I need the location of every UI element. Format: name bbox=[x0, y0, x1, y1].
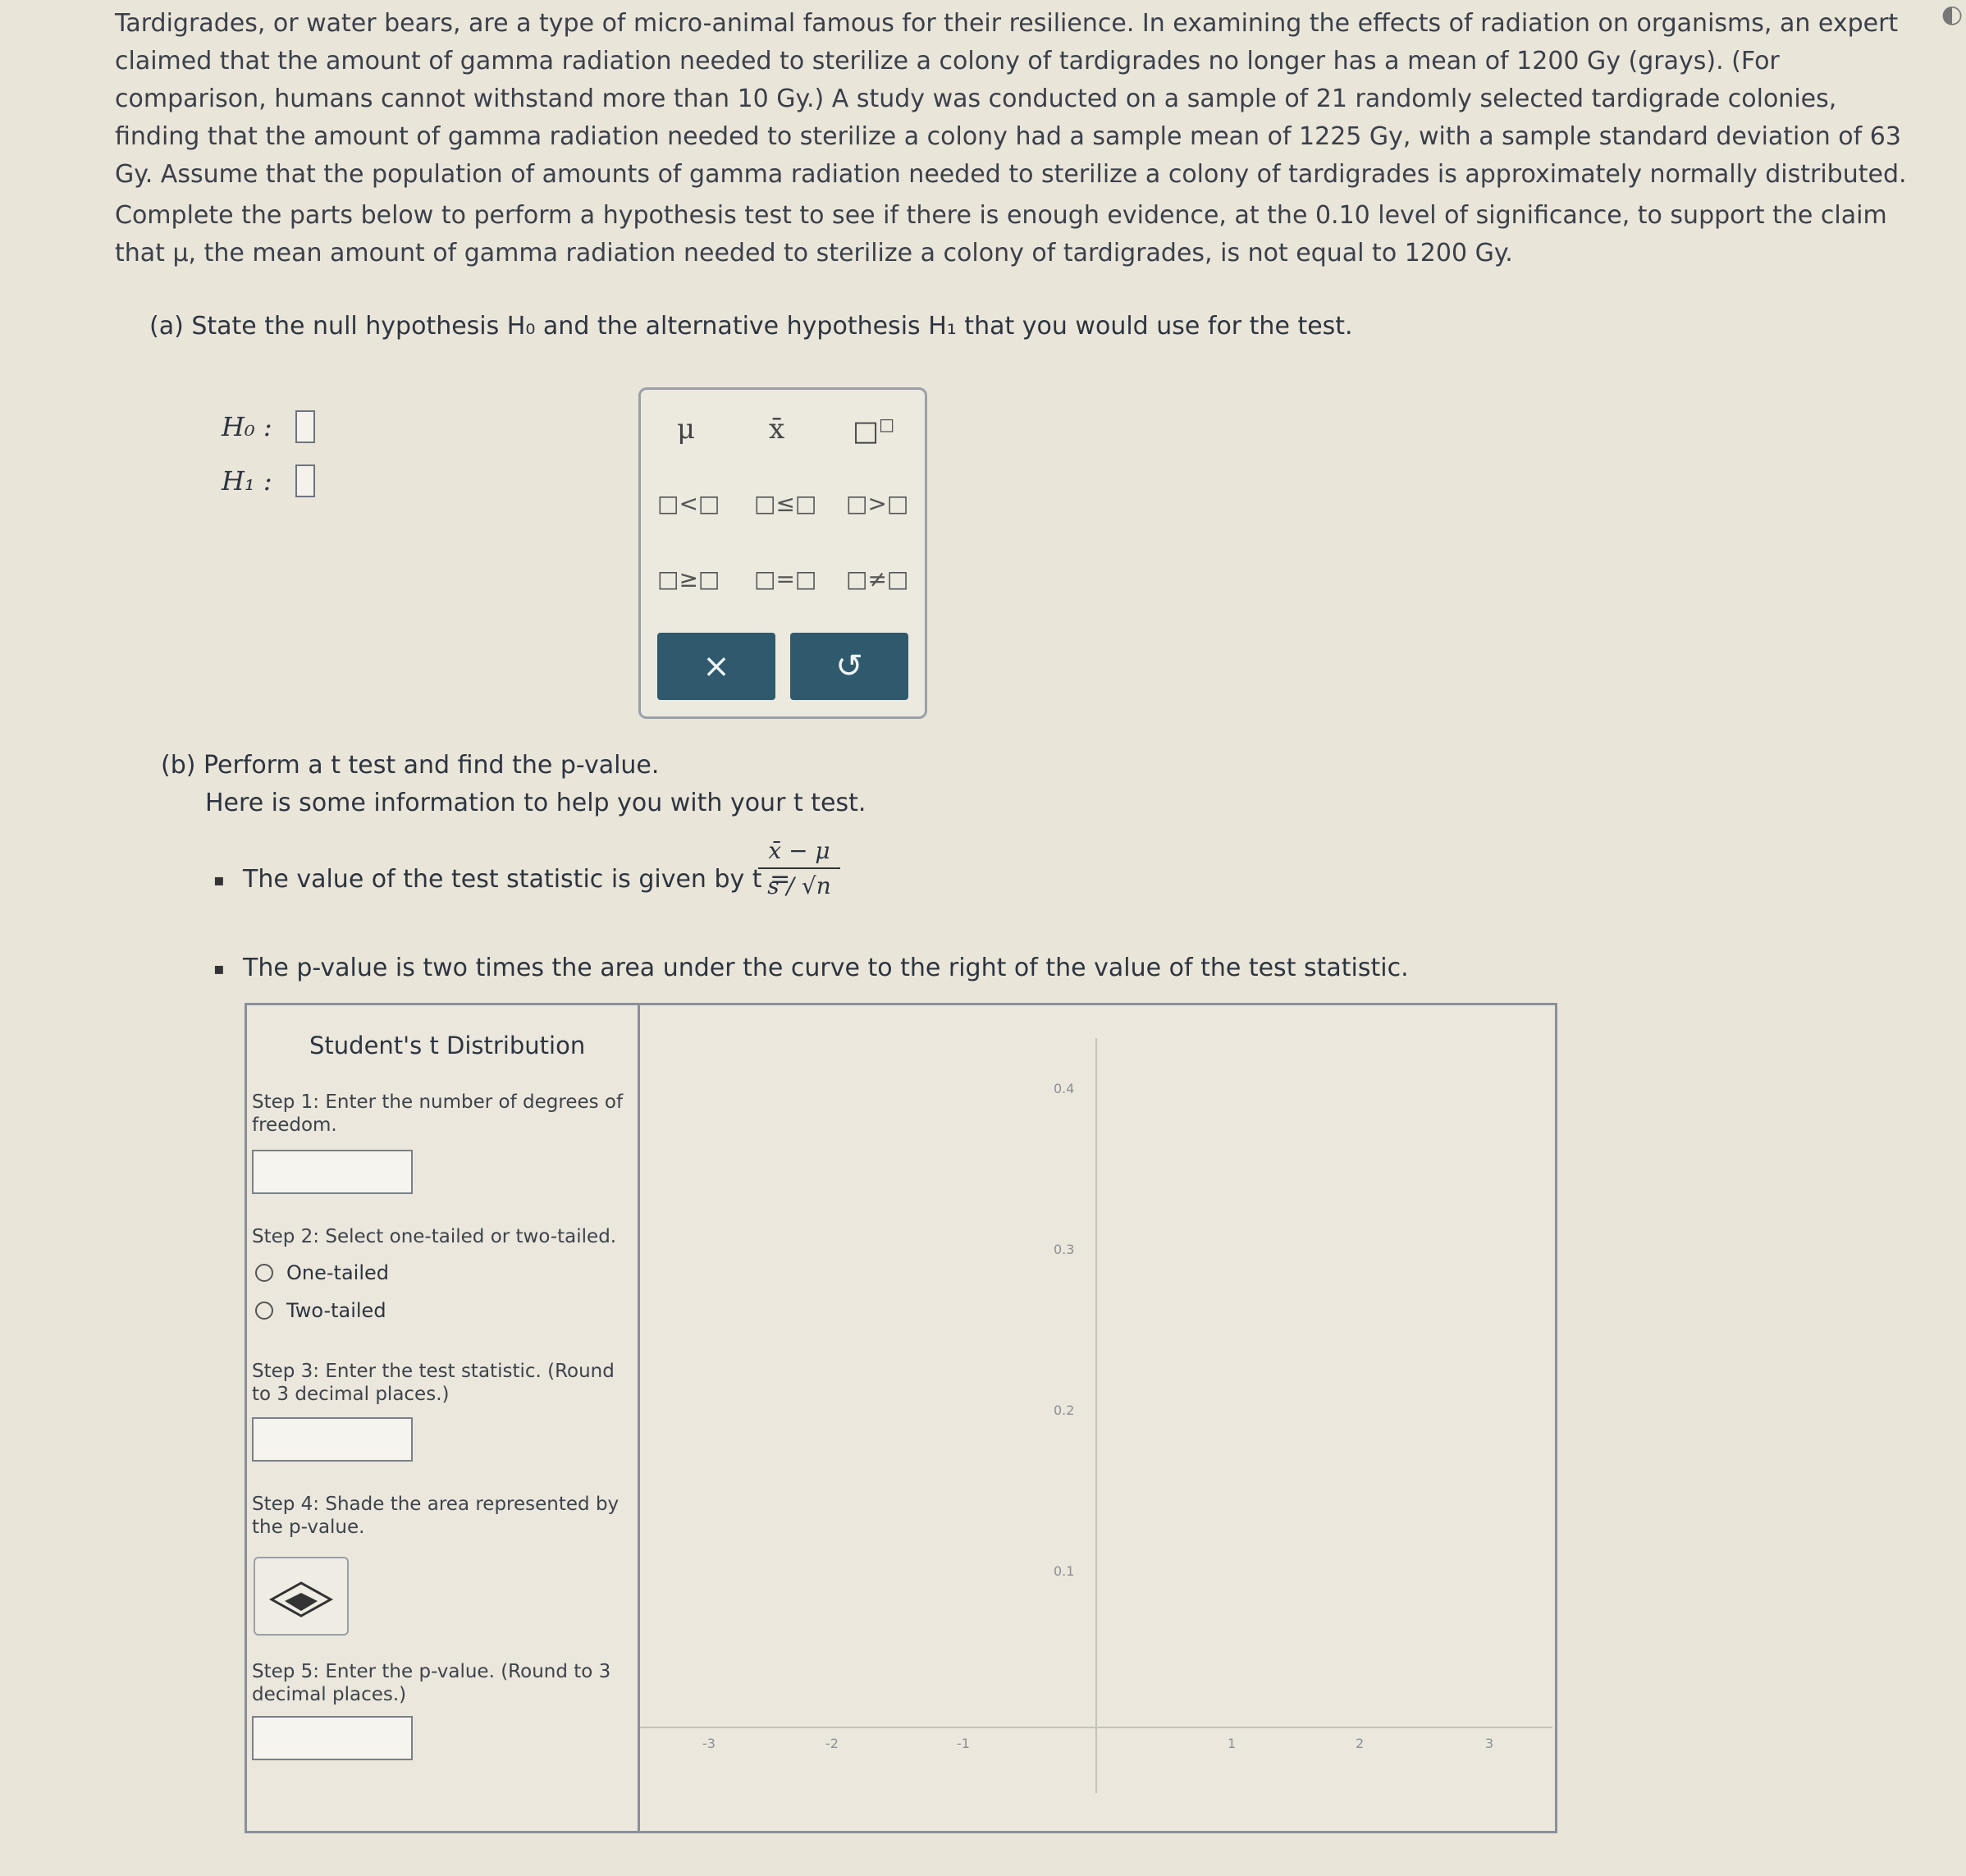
mu-button[interactable]: μ bbox=[677, 413, 696, 446]
right-edge-widget[interactable]: ◐ bbox=[1941, 0, 1964, 29]
y-tick-0.1: 0.1 bbox=[1054, 1563, 1075, 1579]
x-tick-neg1: -1 bbox=[957, 1736, 970, 1751]
bullet-p-value: ▪ The p-value is two times the area under the curve to the right of the value of the test statistic. bbox=[243, 954, 1409, 982]
x-tick-2: 2 bbox=[1356, 1736, 1365, 1751]
step5-label: Step 5: Enter the p-value. (Round to 3 decimal places.) bbox=[252, 1661, 611, 1705]
greater-than-button[interactable]: □>□ bbox=[846, 490, 909, 517]
h0-label: H₀ : bbox=[222, 411, 272, 442]
h0-row bbox=[222, 410, 315, 443]
tool-steps-panel bbox=[247, 1005, 640, 1831]
h1-input[interactable] bbox=[295, 464, 315, 497]
task-text bbox=[115, 197, 1920, 272]
t-distribution-plot[interactable] bbox=[640, 1005, 1552, 1828]
undo-button[interactable]: ↺ bbox=[790, 633, 908, 700]
symbol-palette bbox=[638, 387, 927, 719]
bullet-test-statistic: ▪ The value of the test statistic is given by t = bbox=[243, 865, 790, 894]
h0-input[interactable] bbox=[295, 410, 315, 443]
shade-area-icon bbox=[255, 1558, 347, 1634]
p-value-input[interactable] bbox=[252, 1716, 413, 1760]
greater-equal-button[interactable]: □≥□ bbox=[657, 565, 720, 593]
one-tailed-radio-circle[interactable] bbox=[255, 1264, 273, 1282]
less-equal-button[interactable]: □≤□ bbox=[754, 490, 817, 517]
y-tick-0.2: 0.2 bbox=[1054, 1402, 1075, 1418]
fraction-bar bbox=[758, 867, 840, 869]
problem-paragraph-2: Complete the parts below to perform a hypothesis test to see if there is enough evidence, at the 0.10 level of significance, to support the claim that μ, the mean amount of gamma radiation needed to sterilize a colony of tardigrades, is not equal to 1200 Gy. bbox=[115, 201, 1887, 268]
t-formula bbox=[758, 837, 840, 899]
shade-area-button[interactable] bbox=[254, 1557, 349, 1636]
problem-text bbox=[115, 5, 1920, 194]
x-tick-neg2: -2 bbox=[825, 1736, 839, 1751]
degrees-of-freedom-input[interactable] bbox=[252, 1150, 413, 1194]
two-tailed-radio[interactable] bbox=[255, 1299, 386, 1322]
x-tick-neg3: -3 bbox=[702, 1736, 716, 1751]
superscript-button[interactable]: □□ bbox=[853, 414, 895, 448]
tool-title: Student's t Distribution bbox=[309, 1032, 586, 1059]
test-statistic-input[interactable] bbox=[252, 1417, 413, 1462]
less-than-button[interactable]: □<□ bbox=[657, 490, 720, 517]
step1-label: Step 1: Enter the number of degrees of freedom. bbox=[252, 1091, 624, 1136]
h1-row bbox=[222, 464, 315, 497]
not-equal-button[interactable]: □≠□ bbox=[846, 565, 909, 593]
step2-label: Step 2: Select one-tailed or two-tailed. bbox=[252, 1226, 617, 1247]
one-tailed-label: One-tailed bbox=[286, 1261, 389, 1284]
formula-denominator: s / √n bbox=[767, 872, 831, 899]
x-tick-3: 3 bbox=[1485, 1736, 1494, 1751]
t-distribution-tool bbox=[245, 1003, 1557, 1833]
y-tick-0.3: 0.3 bbox=[1054, 1242, 1075, 1257]
two-tailed-radio-circle[interactable] bbox=[255, 1302, 273, 1320]
step4-label: Step 4: Shade the area represented by the p-value. bbox=[252, 1494, 620, 1538]
superscript-base: □ bbox=[853, 414, 880, 448]
formula-numerator: x̄ − μ bbox=[768, 837, 830, 864]
step3-label: Step 3: Enter the test statistic. (Round to 3 decimal places.) bbox=[252, 1361, 615, 1405]
clear-button[interactable]: × bbox=[657, 633, 775, 700]
plot-grid bbox=[640, 1005, 1552, 1828]
part-b-help: Here is some information to help you with your t test. bbox=[205, 789, 866, 817]
problem-paragraph-1: Tardigrades, or water bears, are a type of micro-animal famous for their resilience. In examining the effects of radiation on organisms, an expert claimed that the amount of gamma radiation needed to sterilize a colony of tardigrades no longer has a mean of 1200 Gy (grays). (For comparison, humans cannot withstand more than 10 Gy.) A study was conducted on a sample of 21 randomly selected tardigrade colonies, finding that the amount of gamma radiation needed to sterilize a colony had a sample mean of 1225 Gy, with a sample standard deviation of 63 Gy. Assume that the population of amounts of gamma radiation needed to sterilize a colony of tardigrades is approximately normally distributed. bbox=[115, 9, 1907, 189]
y-tick-0.4: 0.4 bbox=[1054, 1081, 1075, 1096]
part-a-label: (a) State the null hypothesis H₀ and the alternative hypothesis H₁ that you would use for the test. bbox=[149, 312, 1353, 341]
one-tailed-radio[interactable] bbox=[255, 1261, 389, 1284]
h1-label: H₁ : bbox=[222, 465, 272, 496]
x-tick-1: 1 bbox=[1228, 1736, 1237, 1751]
equal-button[interactable]: □=□ bbox=[754, 565, 817, 593]
part-b bbox=[161, 747, 866, 822]
two-tailed-label: Two-tailed bbox=[286, 1299, 386, 1322]
xbar-button[interactable]: x̄ bbox=[769, 413, 785, 446]
part-b-label: (b) Perform a t test and find the p-value. bbox=[161, 751, 660, 780]
